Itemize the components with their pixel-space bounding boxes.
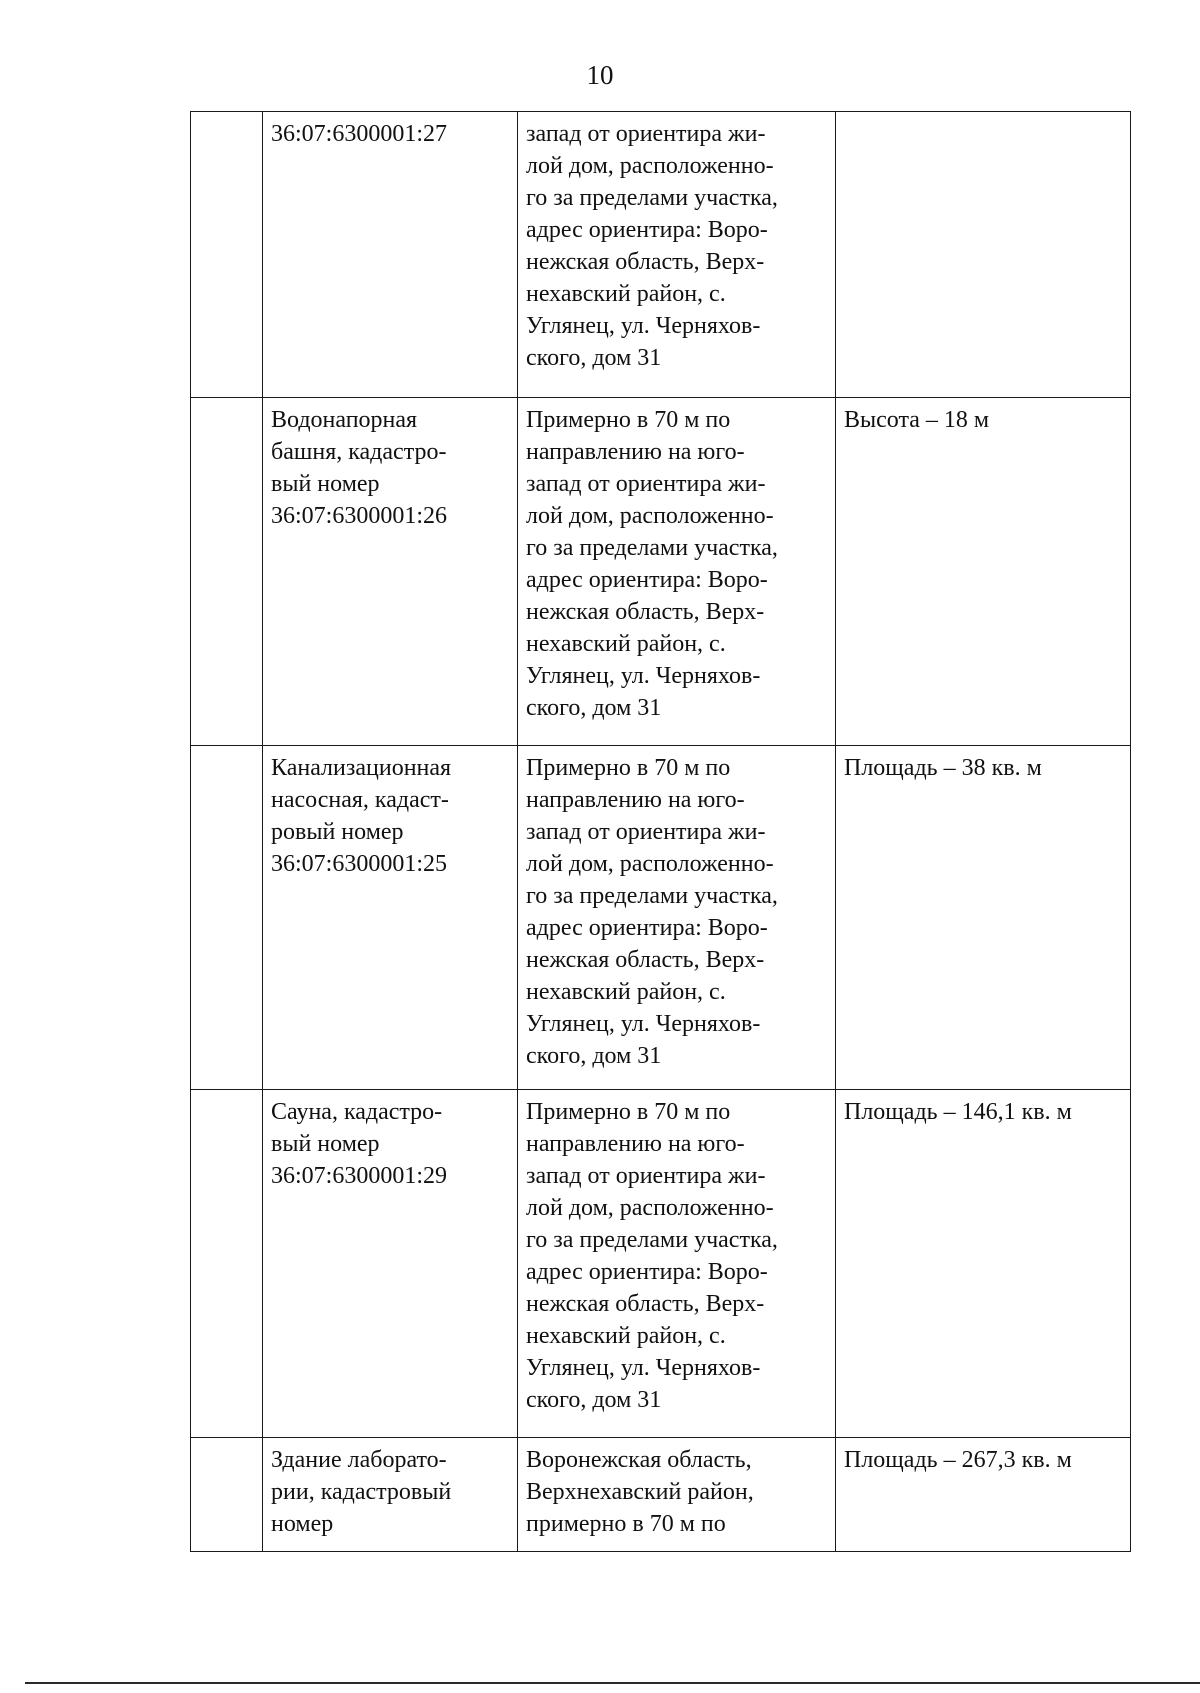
characteristics-cell xyxy=(836,1090,1131,1438)
table-row xyxy=(191,1438,1131,1552)
characteristics-text: Площадь – 267,3 кв. м xyxy=(844,1447,1072,1473)
row-number-cell xyxy=(191,1090,263,1438)
location-text: запад от ориентира жи- лой дом, расположенно- го за пределами участка, адрес ориентира: Воро- нежская область, Верх- нехавский район, с. Углянец, ул. Черняхов- ского, дом 31 xyxy=(526,121,778,371)
object-text: Канализационная насосная, кадаст- ровый номер 36:07:6300001:25 xyxy=(271,755,452,877)
characteristics-cell xyxy=(836,398,1131,746)
location-cell xyxy=(518,398,836,746)
location-text: Воронежская область, Верхнехавский район, примерно в 70 м по xyxy=(526,1447,754,1537)
characteristics-cell xyxy=(836,746,1131,1090)
object-cell xyxy=(263,1438,518,1552)
object-cell xyxy=(263,112,518,398)
row-number-cell xyxy=(191,746,263,1090)
object-text: Здание лаборато- рии, кадастровый номер xyxy=(271,1447,452,1537)
object-text: Сауна, кадастро- вый номер 36:07:6300001:29 xyxy=(271,1099,448,1189)
object-cell xyxy=(263,1090,518,1438)
location-text: Примерно в 70 м по направлению на юго- запад от ориентира жи- лой дом, расположенно- го за пределами участка, адрес ориентира: Воро- нежская область, Верх- нехавский район, с. Углянец, ул. Черняхов- ского, дом 31 xyxy=(526,1099,778,1413)
object-text: 36:07:6300001:27 xyxy=(271,121,448,147)
bottom-divider xyxy=(25,1682,1200,1684)
characteristics-text: Площадь – 146,1 кв. м xyxy=(844,1099,1072,1125)
object-cell xyxy=(263,398,518,746)
characteristics-text: Площадь – 38 кв. м xyxy=(844,755,1042,781)
location-cell xyxy=(518,1438,836,1552)
location-text: Примерно в 70 м по направлению на юго- запад от ориентира жи- лой дом, расположенно- го за пределами участка, адрес ориентира: Воро- нежская область, Верх- нехавский район, с. Углянец, ул. Черняхов- ского, дом 31 xyxy=(526,407,778,721)
property-table xyxy=(190,111,1131,1552)
location-cell xyxy=(518,1090,836,1438)
location-cell xyxy=(518,112,836,398)
characteristics-cell xyxy=(836,1438,1131,1552)
row-number-cell xyxy=(191,112,263,398)
table-row xyxy=(191,746,1131,1090)
page-number: 10 xyxy=(586,60,614,90)
location-cell xyxy=(518,746,836,1090)
row-number-cell xyxy=(191,1438,263,1552)
object-cell xyxy=(263,746,518,1090)
object-text: Водонапорная башня, кадастро- вый номер 36:07:6300001:26 xyxy=(271,407,448,529)
table-row xyxy=(191,398,1131,746)
characteristics-text: Высота – 18 м xyxy=(844,407,990,433)
location-text: Примерно в 70 м по направлению на юго- запад от ориентира жи- лой дом, расположенно- го за пределами участка, адрес ориентира: Воро- нежская область, Верх- нехавский район, с. Углянец, ул. Черняхов- ского, дом 31 xyxy=(526,755,778,1069)
table-row xyxy=(191,1090,1131,1438)
row-number-cell xyxy=(191,398,263,746)
table-row xyxy=(191,112,1131,398)
characteristics-cell xyxy=(836,112,1131,398)
